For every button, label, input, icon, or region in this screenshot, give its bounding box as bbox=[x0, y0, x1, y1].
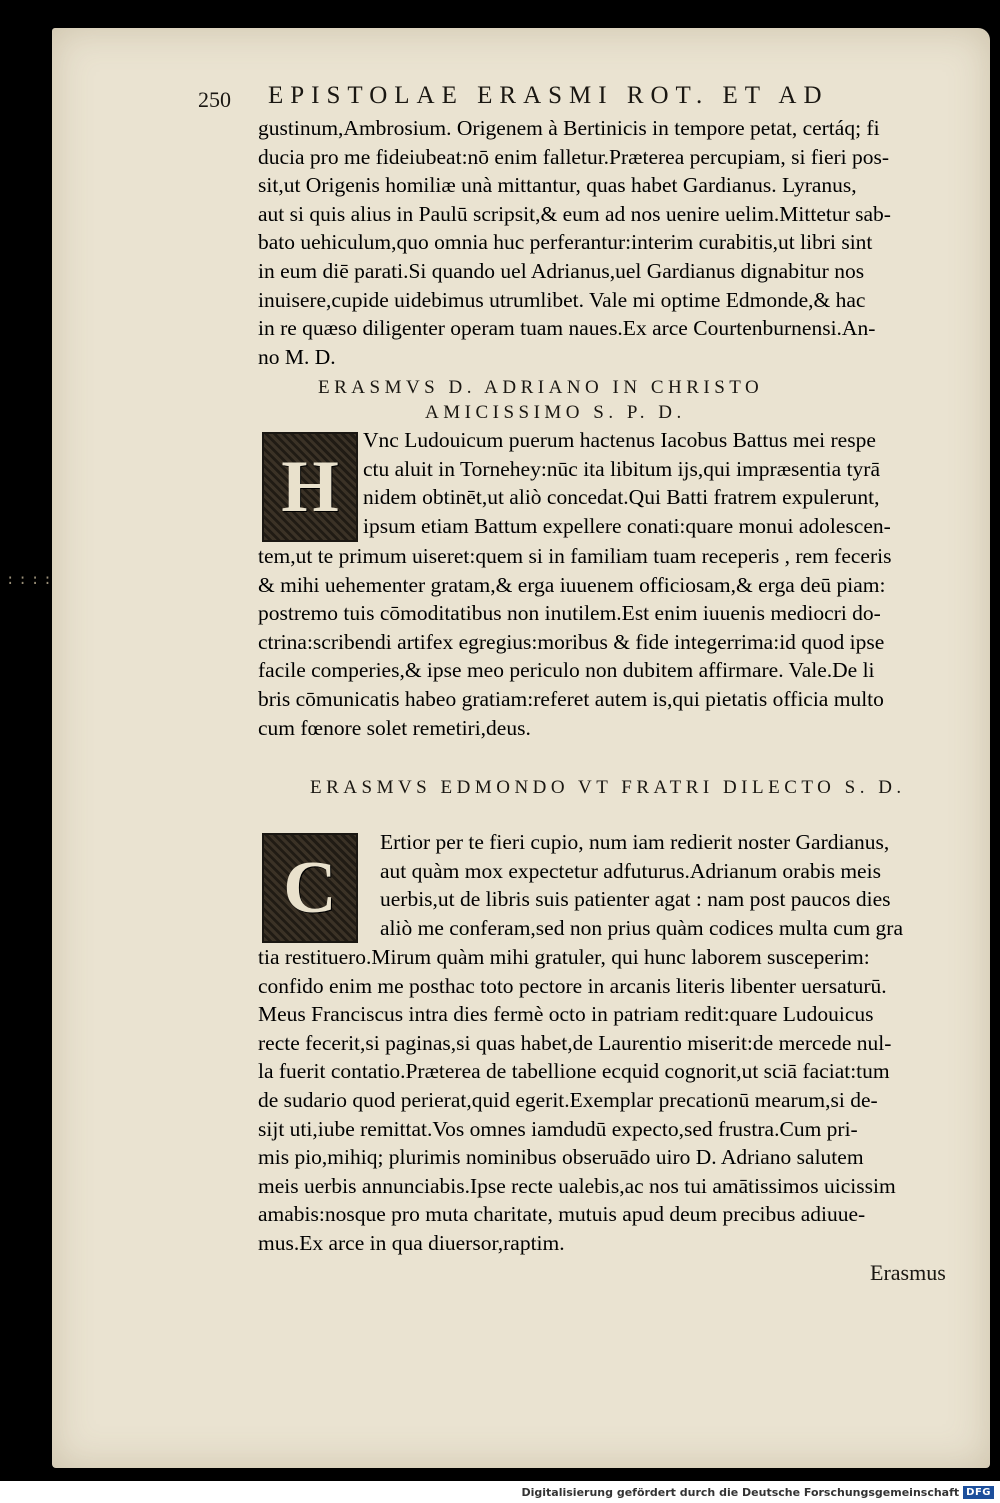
text-line: postremo tuis cōmoditatibus non inutilem.Est enim iuuenis mediocri do- bbox=[258, 601, 881, 626]
initial-letter: C bbox=[283, 847, 337, 929]
letter2-heading-line2: AMICISSIMO S. P. D. bbox=[425, 402, 686, 423]
text-line: mus.Ex arce in qua diuersor,raptim. bbox=[258, 1230, 565, 1255]
letter3-text bbox=[258, 943, 896, 1258]
text-line: ctrina:scribendi artifex egregius:moribus & fide integerrima:id quod ipse bbox=[258, 629, 885, 654]
text-line: de sudario quod perierat,quid egerit.Exemplar precationū mearum,si de- bbox=[258, 1087, 878, 1112]
text-line: mis pio,mihiq; plurimis nominibus obseruādo uiro D. Adriano salutem bbox=[258, 1145, 864, 1170]
text-line: Ertior per te fieri cupio, num iam redierit noster Gardianus, bbox=[380, 830, 890, 854]
letter2-indented-text bbox=[363, 426, 891, 540]
text-line: meis uerbis annunciabis.Ipse recte ualebis,ac nos tui amātissimos uicissim bbox=[258, 1173, 896, 1198]
text-line: & mihi uehementer gratam,& erga iuuenem officiosam,& erga deū piam: bbox=[258, 572, 886, 597]
catchword: Erasmus bbox=[870, 1260, 946, 1285]
letter2-text bbox=[258, 542, 891, 742]
text-line: la fuerit contatio.Præterea de tabellione ecquid cognorit,ut sciā faciat:tum bbox=[258, 1059, 890, 1084]
letter3-indented-text bbox=[380, 828, 903, 942]
text-line: cum fœnore solet remetiri,deus. bbox=[258, 715, 531, 740]
dfg-logo: DFG bbox=[963, 1486, 994, 1499]
text-line: ducia pro me fideiubeat:nō enim falletur.Præterea percupiam, si fieri pos- bbox=[258, 144, 890, 169]
text-line: facile comperies,& ipse meo periculo non dubitem affirmare. Vale.De li bbox=[258, 658, 875, 683]
text-line: sijt uti,iube remittat.Vos omnes iamdudū expecto,sed frustra.Cum pri- bbox=[258, 1116, 858, 1141]
text-line: in eum diē parati.Si quando uel Adrianus,uel Gardianus dignabitur nos bbox=[258, 258, 865, 283]
text-line: aliò me conferam,sed non prius quàm codices multa cum gra bbox=[380, 915, 904, 940]
text-line: Meus Franciscus intra dies fermè octo in patriam redit:quare Ludouicus bbox=[258, 1002, 874, 1027]
letter3-heading: ERASMVS EDMONDO VT FRATRI DILECTO S. D. bbox=[310, 777, 906, 798]
decorated-initial-c bbox=[262, 833, 358, 943]
text-line: no M. D. bbox=[258, 344, 336, 369]
running-head: EPISTOLAE ERASMI ROT. ET AD bbox=[268, 82, 829, 109]
text-line: gustinum,Ambrosium. Origenem à Bertinicis in tempore petat, certáq; fi bbox=[258, 116, 880, 140]
page-number: 250 bbox=[198, 87, 231, 112]
text-line: amabis:nosque pro muta charitate, mutuis apud deum precibus adiuue- bbox=[258, 1202, 866, 1227]
text-line: sit,ut Origenis homiliæ unà mittantur, quas habet Gardianus. Lyranus, bbox=[258, 173, 857, 198]
text-line: aut si quis alius in Paulū scripsit,& eum ad nos uenire uelim.Mittetur sab- bbox=[258, 201, 891, 226]
binding-edge-marks: :::: bbox=[6, 572, 56, 588]
text-line: in re quæso diligenter operam tuam naues.Ex arce Courtenburnensi.An- bbox=[258, 316, 876, 341]
text-line: ctu aluit in Tornehey:nūc ita libitum ijs,qui impræsentia tyrā bbox=[363, 456, 880, 481]
text-line: recte fecerit,si paginas,si quas habet,de Laurentio miserit:de mercede nul- bbox=[258, 1030, 892, 1055]
letter1-text bbox=[258, 114, 891, 371]
text-line: Vnc Ludouicum puerum hactenus Iacobus Battus mei respe bbox=[363, 428, 876, 452]
text-line: ipsum etiam Battum expellere conati:quare monui adolescen- bbox=[363, 513, 891, 538]
text-line: tem,ut te primum uiseret:quem si in familiam tuam receperis , rem feceris bbox=[258, 544, 892, 568]
text-line: bris cōmunicatis habeo gratiam:referet autem is,qui pietatis officia multo bbox=[258, 686, 884, 711]
funding-notice: Digitalisierung gefördert durch die Deutsche Forschungsgemeinschaft bbox=[521, 1485, 960, 1499]
decorated-initial-h bbox=[262, 432, 358, 542]
text-line: bato uehiculum,quo omnia huc perferantur:interim curabitis,ut libri sint bbox=[258, 230, 873, 255]
text-line: tia restituero.Mirum quàm mihi gratuler, qui hunc laborem susceperim: bbox=[258, 945, 870, 969]
letter2-heading-line1: ERASMVS D. ADRIANO IN CHRISTO bbox=[318, 377, 764, 398]
text-line: uerbis,ut de libris suis patienter agat : nam post paucos dies bbox=[380, 887, 891, 912]
text-line: inuisere,cupide uidebimus utrumlibet. Vale mi optime Edmonde,& hac bbox=[258, 287, 866, 312]
text-line: nidem obtinēt,ut aliò concedat.Qui Batti fratrem expulerunt, bbox=[363, 485, 880, 510]
text-line: aut quàm mox expectetur adfuturus.Adrianum orabis meis bbox=[380, 858, 881, 883]
initial-letter: H bbox=[281, 446, 339, 528]
text-line: confido enim me posthac toto pectore in arcanis literis libenter uersaturū. bbox=[258, 973, 887, 998]
footer-bar bbox=[0, 1481, 1000, 1503]
